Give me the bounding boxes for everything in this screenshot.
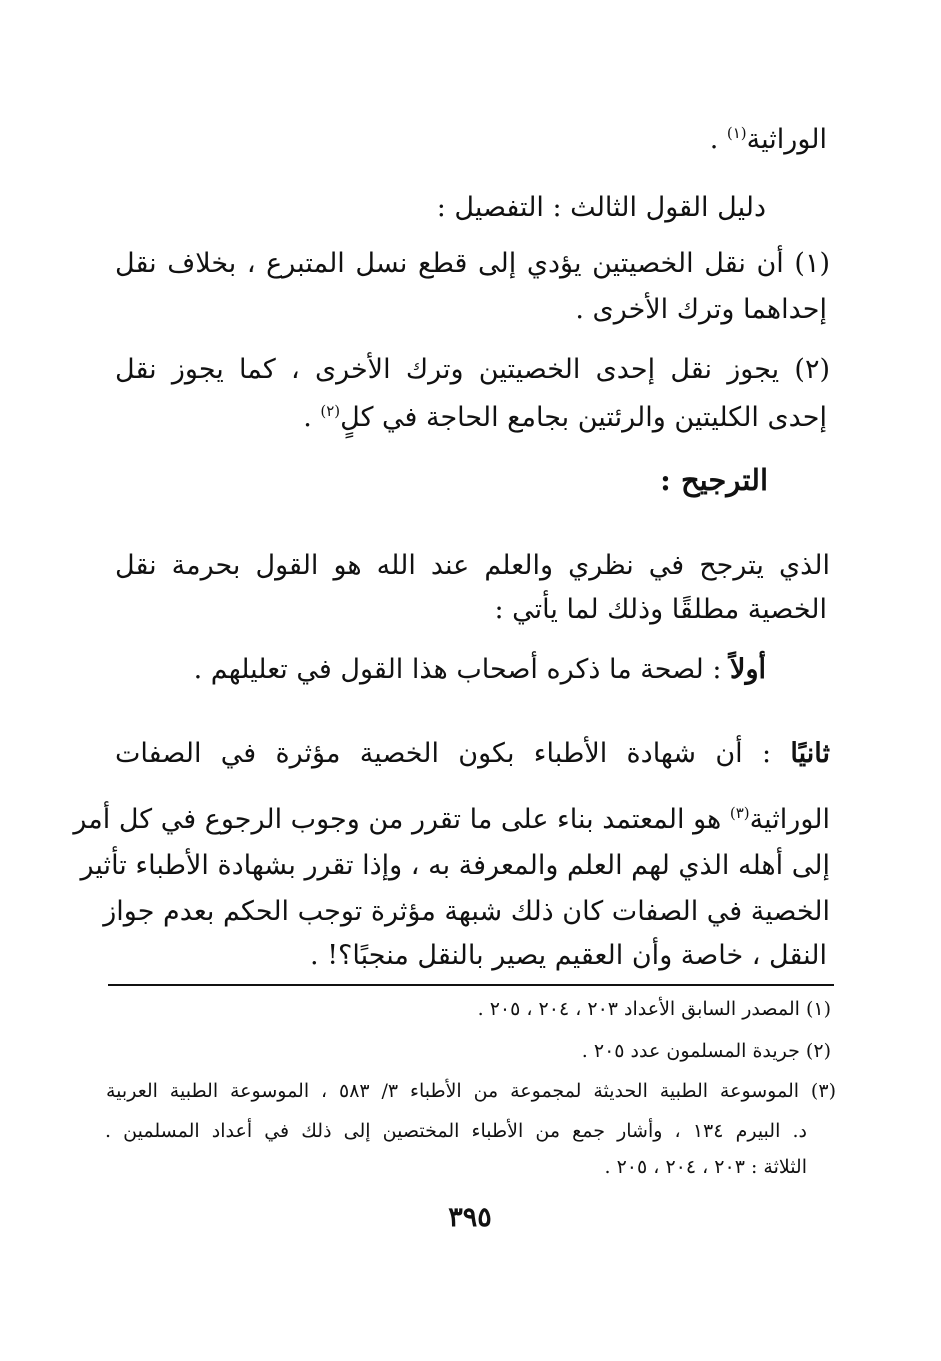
- reason-line-2-rest: هو المعتمد بناء على ما تقرر من وجوب الرجوع في كل أمر: [73, 804, 730, 835]
- footnote-separator: [108, 984, 834, 986]
- reason-second-text: : أن شهادة الأطباء بكون الخصية مؤثرة في الصفات: [115, 738, 791, 769]
- reason-second-label: ثانيًا: [790, 738, 830, 769]
- reason-line-4: الخصية في الصفات كان ذلك شبهة مؤثرة توجب الحكم بعدم جواز: [103, 896, 830, 927]
- reason-line-5: النقل ، خاصة وأن العقيم يصير بالنقل منجبًا؟! .: [310, 940, 827, 971]
- footnote-3-line-3: الثلاثة : ٢٠٣ ، ٢٠٤ ، ٢٠٥ .: [604, 1156, 807, 1178]
- point-1-line-1: (١) أن نقل الخصيتين يؤدي إلى قطع نسل المتبرع ، بخلاف نقل: [115, 248, 830, 279]
- footnote-2: (٢) جريدة المسلمون عدد ٢٠٥ .: [581, 1040, 831, 1062]
- footnote-ref-2: (٢): [320, 402, 341, 420]
- point-2-line-2-text: إحدى الكليتين والرئتين بجامع الحاجة في كلٍ: [340, 402, 827, 433]
- reason-first: [194, 650, 766, 690]
- reason-line-3: إلى أهله الذي لهم العلم والمعرفة به ، وإذا تقرر بشهادة الأطباء تأثير: [80, 850, 830, 881]
- point-2-line-2-end: .: [303, 402, 321, 433]
- preference-line-1: الذي يترجح في نظري والعلم عند الله هو القول بحرمة نقل: [115, 550, 830, 581]
- line-wirathiya-end: .: [709, 124, 727, 155]
- reason-second: [115, 734, 830, 774]
- reason-line-2-start: الوراثية: [749, 804, 830, 835]
- tarjih-heading: الترجيح :: [660, 463, 768, 497]
- point-1-line-2: إحداهما وترك الأخرى .: [575, 294, 827, 325]
- reason-line-2: [73, 800, 830, 840]
- reason-first-label: أولاً: [730, 654, 766, 685]
- preference-line-2: الخصية مطلقًا وذلك لما يأتي :: [494, 594, 827, 625]
- point-2-line-2: [303, 398, 827, 438]
- footnote-ref-1: (١): [726, 124, 747, 142]
- line-wirathiya-text: الوراثية: [746, 124, 827, 155]
- footnote-3-line-1: (٣) الموسوعة الطبية الحديثة لمجموعة من الأطباء ٣/ ٥٨٣ ، الموسوعة الطبية العربية: [106, 1080, 836, 1102]
- third-opinion-heading: دليل القول الثالث : التفصيل :: [436, 192, 766, 223]
- page-number: ٣٩٥: [448, 1202, 492, 1233]
- point-2-line-1: (٢) يجوز نقل إحدى الخصيتين وترك الأخرى ، كما يجوز نقل: [115, 354, 830, 385]
- footnote-ref-3: (٣): [729, 804, 750, 822]
- line-wirathiya: [710, 120, 827, 160]
- reason-first-text: : لصحة ما ذكره أصحاب هذا القول في تعليلهم .: [193, 654, 731, 685]
- footnote-1: (١) المصدر السابق الأعداد ٢٠٣ ، ٢٠٤ ، ٢٠٥ .: [477, 998, 831, 1020]
- footnote-3-line-2: د. البيرم ١٣٤ ، وأشار جمع من الأطباء المختصين إلى ذلك في أعداد المسلمين .: [105, 1120, 807, 1142]
